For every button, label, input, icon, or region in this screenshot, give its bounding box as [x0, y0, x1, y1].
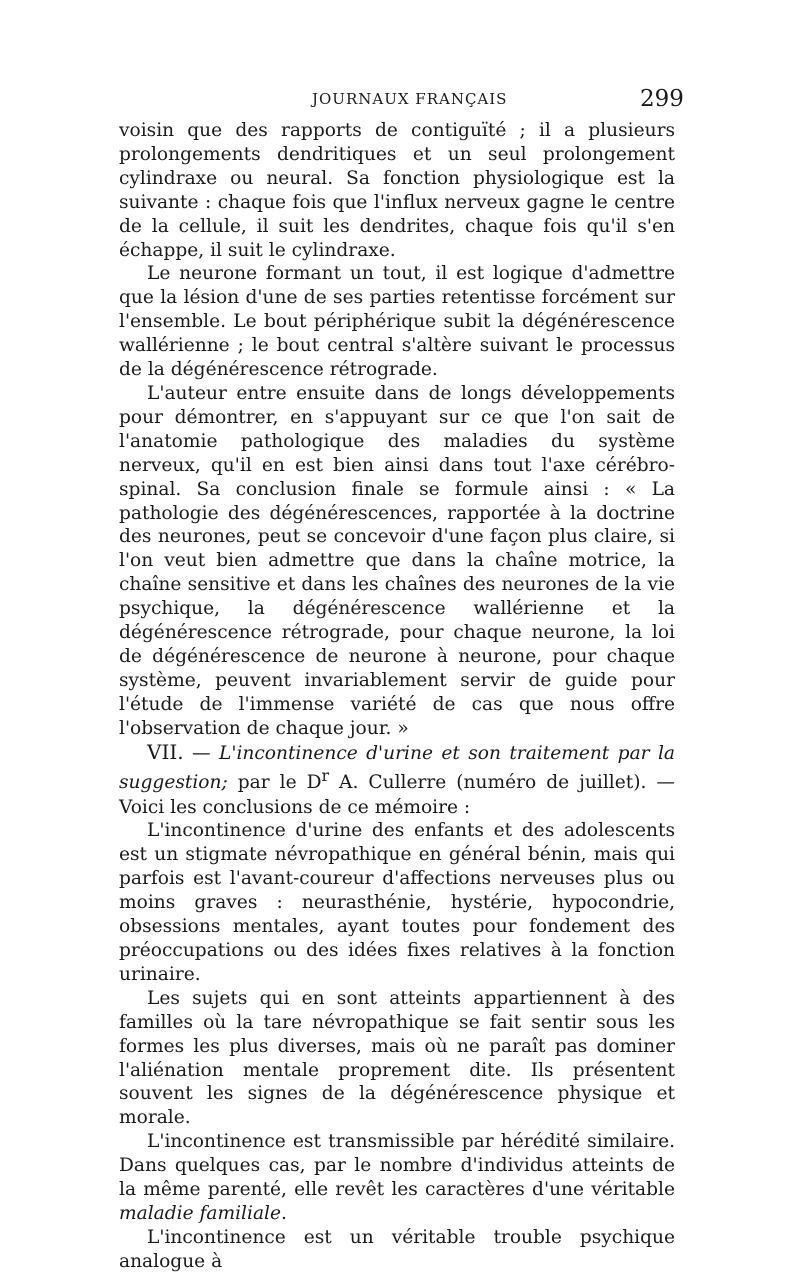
paragraph-continuation: voisin que des rapports de contiguïté ; il a plusieurs prolongements dendritiques et un seul prolongement cylindraxe ou neural. Sa fonction physiologique est la suivante : chaque fois que l'influx nerveux gagne le centre de la cellule, il suit les dendrites, chaque fois qu'il s'en échappe, il suit le cylindraxe. [119, 120, 675, 261]
doctor-superscript: r [321, 767, 329, 786]
paragraph-trouble-psychique: L'incontinence est un véritable trouble psychique analogue à [119, 1226, 675, 1272]
article-author-prefix: par le D [227, 772, 322, 794]
section-number: VII. [147, 739, 184, 764]
article-author-details: A. Cullerre (numéro de juillet). — Voici les conclusions de ce mémoire : [119, 772, 676, 818]
paragraph-incontinence-stigmate: L'incontinence d'urine des enfants et des adolescents est un stigmate névropathique en général bénin, mais qui parfois est l'avant-coureur d'affections nerveuses plus ou moins graves : neurasthénie, hystérie, hypocondrie, obsessions mentales, ayant toutes pour fondement des préoccupations ou des idées fixes relatives à la fonction urinaire. [119, 820, 675, 985]
body-text [119, 119, 675, 1274]
paragraph-heredite [119, 1130, 675, 1226]
maladie-familiale: maladie familiale [119, 1202, 281, 1224]
heredite-text: L'incontinence est transmissible par hérédité similaire. Dans quelques cas, par le nombre d'individus atteints de la même parenté, elle revêt les caractères d'une véritable [119, 1131, 675, 1201]
section-dash: — [183, 742, 219, 764]
paragraph-sujets-atteints: Les sujets qui en sont atteints appartiennent à des familles où la tare névropathique se fait sentir sous les formes les plus diverses, mais où ne paraît pas dominer l'aliénation mentale proprement dite. Ils présentent souvent les signes de la dégénérescence physique et morale. [119, 987, 675, 1129]
section-heading-vii [119, 741, 675, 820]
running-head [0, 86, 800, 114]
article-title: L'incontinence d'urine et son traitement par la suggestion; [119, 742, 675, 794]
running-title: JOURNAUX FRANÇAIS [312, 90, 508, 108]
page-number: 299 [640, 86, 684, 112]
paragraph-neurone: Le neurone formant un tout, il est logique d'admettre que la lésion d'une de ses parties retentisse forcément sur l'ensemble. Le bout périphérique subit la dégénérescence wallérienne ; le bout central s'altère suivant le processus de la dégénérescence rétrograde. [119, 263, 675, 381]
heredite-end: . [281, 1202, 287, 1224]
paragraph-conclusion: L'auteur entre ensuite dans de longs développements pour démontrer, en s'appuyant sur ce que l'on sait de l'anatomie pathologique des maladies du système nerveux, qu'il en est bien ainsi dans tout l'axe cérébro-spinal. Sa conclusion finale se formule ainsi : « La pathologie des dégénérescences, rapportée à la doctrine des neurones, peut se concevoir d'une façon plus claire, si l'on veut bien admettre que dans la chaîne motrice, la chaîne sensitive et dans les chaînes des neurones de la vie psychique, la dégénérescence wallérienne et la dégénérescence rétrograde, pour chaque neurone, la loi de dégénérescence de neurone à neurone, pour chaque système, peuvent invariablement servir de guide pour l'étude de l'immense variété de cas que nous offre l'observation de chaque jour. » [119, 382, 675, 739]
